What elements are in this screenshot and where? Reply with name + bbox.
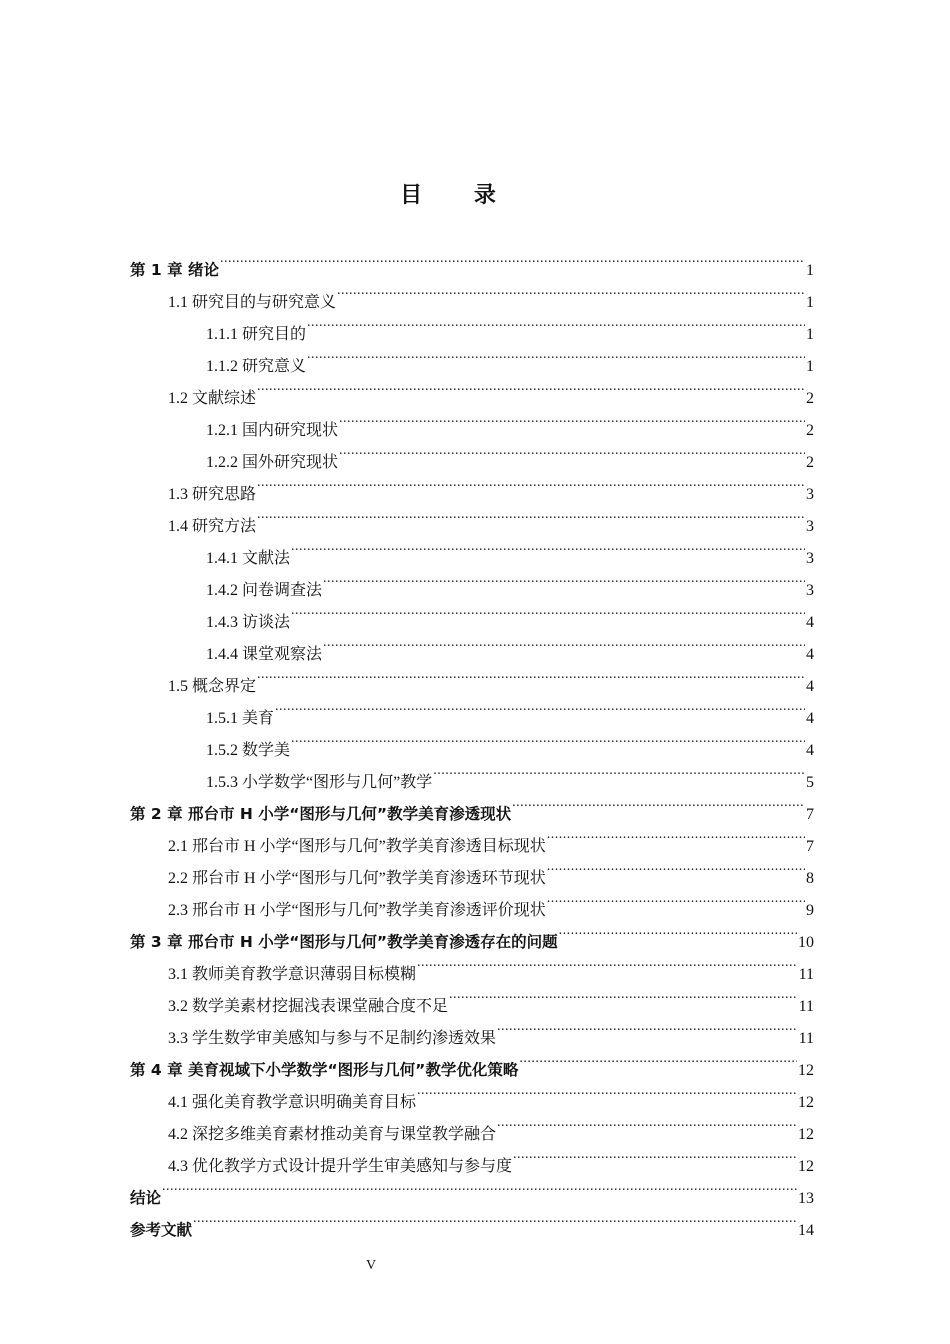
toc-entry-page: 7: [806, 838, 814, 855]
toc-leader-dots: [433, 755, 805, 787]
toc-entry-label: 4.1 强化美育教学意识明确美育目标: [168, 1094, 417, 1111]
toc-entry-label: 3.1 教师美育教学意识薄弱目标模糊: [168, 966, 417, 983]
toc-entry-label: 结论: [130, 1189, 162, 1207]
toc-leader-dots: [257, 499, 805, 531]
toc-entry-page: 11: [798, 966, 814, 983]
toc-entry-page: 12: [798, 1094, 814, 1111]
toc-entry-label: 3.3 学生数学审美感知与参与不足制约渗透效果: [168, 1030, 497, 1047]
toc-entry-label: 2.2 邢台市 H 小学“图形与几何”教学美育渗透环节现状: [168, 870, 546, 887]
toc-entry-label: 1.4 研究方法: [168, 518, 257, 535]
toc-entry-page: 3: [806, 486, 814, 503]
toc-leader-dots: [559, 915, 797, 947]
page-title: 目 录: [400, 183, 518, 208]
toc-leader-dots: [513, 1139, 797, 1171]
toc-entry-label: 4.2 深挖多维美育素材推动美育与课堂教学融合: [168, 1126, 497, 1143]
toc-entry-label: 第 4 章 美育视域下小学数学“图形与几何”教学优化策略: [130, 1061, 519, 1079]
toc-entry-page: 1: [806, 262, 814, 279]
toc-entry-label: 2.3 邢台市 H 小学“图形与几何”教学美育渗透评价现状: [168, 902, 546, 919]
toc-entry-label: 2.1 邢台市 H 小学“图形与几何”教学美育渗透目标现状: [168, 838, 546, 855]
toc-leader-dots: [337, 275, 805, 307]
toc-entry-label: 1.4.4 课堂观察法: [206, 646, 323, 663]
toc-entry-page: 2: [806, 390, 814, 407]
toc-chapter-entry[interactable]: [130, 1203, 814, 1239]
toc-leader-dots: [220, 243, 805, 275]
toc-leader-dots: [547, 819, 805, 851]
toc-leader-dots: [291, 531, 805, 563]
toc-entry-page: 7: [806, 806, 814, 823]
toc-leader-dots: [323, 627, 805, 659]
toc-leader-dots: [497, 1107, 797, 1139]
toc-entry-label: 1.2 文献综述: [168, 390, 257, 407]
toc-chapter-entry[interactable]: [130, 1171, 814, 1207]
toc-entry-label: 1.4.3 访谈法: [206, 614, 291, 631]
toc-entry-label: 1.1.1 研究目的: [206, 326, 307, 343]
toc-entry-label: 1.4.1 文献法: [206, 550, 291, 567]
toc-entry-label: 参考文献: [130, 1221, 193, 1239]
toc-entry-page: 3: [806, 550, 814, 567]
toc-leader-dots: [417, 947, 798, 979]
toc-entry-page: 4: [806, 742, 814, 759]
toc-entry-page: 1: [806, 326, 814, 343]
toc-entry-page: 9: [806, 902, 814, 919]
toc-leader-dots: [257, 467, 805, 499]
page-number: V: [365, 1258, 377, 1273]
toc-entry-page: 2: [806, 422, 814, 439]
toc-leader-dots: [162, 1171, 797, 1203]
toc-entry-label: 第 1 章 绪论: [130, 261, 219, 279]
toc-entry-label: 1.3 研究思路: [168, 486, 257, 503]
toc-entry-page: 11: [798, 1030, 814, 1047]
toc-entry-page: 12: [798, 1126, 814, 1143]
toc-entry-label: 1.2.1 国内研究现状: [206, 422, 339, 439]
table-of-contents: [130, 243, 814, 1239]
toc-entry-label: 1.2.2 国外研究现状: [206, 454, 339, 471]
toc-entry-label: 1.5 概念界定: [168, 678, 257, 695]
toc-leader-dots: [339, 435, 805, 467]
toc-leader-dots: [512, 787, 805, 819]
toc-entry-label: 1.1 研究目的与研究意义: [168, 294, 337, 311]
toc-entry-page: 4: [806, 646, 814, 663]
toc-entry-label: 3.2 数学美素材挖掘浅表课堂融合度不足: [168, 998, 449, 1015]
toc-leader-dots: [193, 1203, 797, 1235]
toc-entry-page: 11: [798, 998, 814, 1015]
toc-entry-page: 1: [806, 294, 814, 311]
toc-leader-dots: [257, 659, 805, 691]
toc-leader-dots: [307, 339, 805, 371]
toc-entry-label: 第 2 章 邢台市 H 小学“图形与几何”教学美育渗透现状: [130, 805, 512, 823]
toc-leader-dots: [497, 1011, 798, 1043]
toc-leader-dots: [307, 307, 805, 339]
toc-leader-dots: [339, 403, 805, 435]
toc-entry-page: 4: [806, 614, 814, 631]
toc-entry-page: 3: [806, 518, 814, 535]
toc-entry-page: 12: [798, 1158, 814, 1175]
toc-entry-page: 5: [806, 774, 814, 791]
toc-entry-label: 4.3 优化教学方式设计提升学生审美感知与参与度: [168, 1158, 513, 1175]
toc-entry-label: 1.1.2 研究意义: [206, 358, 307, 375]
toc-entry-label: 第 3 章 邢台市 H 小学“图形与几何”教学美育渗透存在的问题: [130, 933, 558, 951]
toc-entry-page: 12: [798, 1062, 814, 1079]
toc-leader-dots: [519, 1043, 797, 1075]
toc-leader-dots: [291, 723, 805, 755]
toc-entry-page: 4: [806, 710, 814, 727]
toc-entry-page: 3: [806, 582, 814, 599]
toc-entry-label: 1.5.2 数学美: [206, 742, 291, 759]
toc-entry-page: 13: [798, 1190, 814, 1207]
toc-leader-dots: [291, 595, 805, 627]
toc-entry-page: 8: [806, 870, 814, 887]
toc-leader-dots: [323, 563, 805, 595]
toc-entry-page: 14: [798, 1222, 814, 1239]
toc-leader-dots: [257, 371, 805, 403]
toc-leader-dots: [547, 883, 805, 915]
toc-entry-label: 1.5.1 美育: [206, 710, 275, 727]
toc-leader-dots: [449, 979, 798, 1011]
toc-entry-page: 10: [798, 934, 814, 951]
toc-entry-label: 1.4.2 问卷调查法: [206, 582, 323, 599]
toc-entry-page: 2: [806, 454, 814, 471]
toc-entry-label: 1.5.3 小学数学“图形与几何”教学: [206, 774, 433, 791]
toc-chapter-entry[interactable]: [130, 243, 814, 279]
toc-entry-page: 4: [806, 678, 814, 695]
toc-leader-dots: [275, 691, 805, 723]
toc-leader-dots: [547, 851, 805, 883]
toc-entry-page: 1: [806, 358, 814, 375]
toc-section-entry[interactable]: [130, 275, 814, 311]
toc-leader-dots: [417, 1075, 797, 1107]
